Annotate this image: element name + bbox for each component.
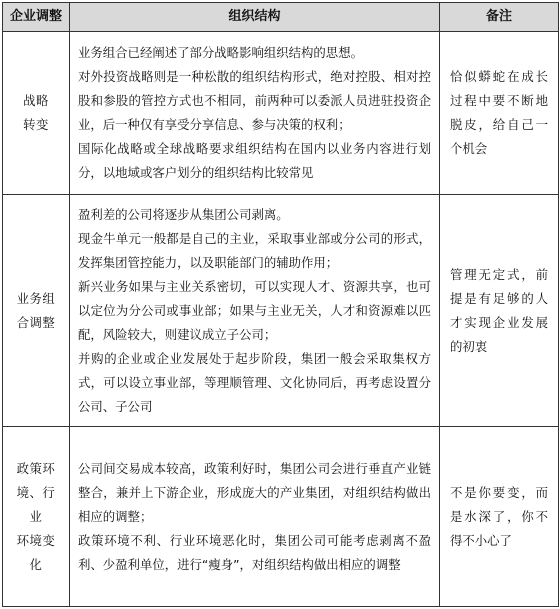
structure-cell	[70, 32, 440, 195]
note-cell: 管理无定式，前提是有足够的人才实现企业发展的初衷	[440, 195, 559, 427]
row-label-line: 转变	[23, 117, 49, 132]
note-cell: 恰似蟒蛇在成长过程中要不断地脱皮，给自己一个机会	[440, 32, 559, 195]
row-label-line: 战略	[23, 93, 49, 108]
table-row	[3, 427, 559, 607]
structure-paragraph: 业务组合已经阐述了部分战略影响组织结构的思想。	[78, 45, 363, 60]
row-label-line: 环境变化	[16, 532, 56, 572]
header-remarks: 备注	[440, 3, 559, 32]
row-label-line: 业务组	[16, 290, 56, 306]
row-label-line: 政策环	[16, 460, 56, 476]
row-label-line: 合调整	[16, 314, 56, 330]
note-cell: 不是你要变，而是水深了，你不得不小心了	[440, 427, 559, 607]
structure-paragraph: 国际化战略或全球战略要求组织结构在国内以业务内容进行划分，以地域或客户划分的组织结构比较常见	[78, 141, 431, 180]
structure-paragraph: 并购的企业或企业发展处于起步阶段，集团一般会采取集权方式，可以设立事业部，等理顺管理、文化协同后，再考虑设置分公司、子公司	[78, 350, 431, 414]
structure-paragraph: 公司间交易成本较高，政策利好时，集团公司会进行垂直产业链整合，兼并上下游企业，形成庞大的产业集团，对组织结构做出相应的调整；	[78, 460, 431, 524]
header-organization-structure: 组织结构	[70, 3, 440, 32]
row-label	[3, 32, 70, 195]
header-enterprise-adjustment: 企业调整	[3, 3, 70, 32]
structure-paragraph: 新兴业务如果与主业关系密切，可以实现人才、资源共享，也可以定位为分公司或事业部；如果与主业无关，人才和资源难以匹配，风险较大，则建议成立子公司；	[78, 278, 431, 342]
structure-paragraph: 盈利差的公司将逐步从集团公司剥离。	[78, 206, 289, 222]
row-label	[3, 195, 70, 427]
structure-paragraph: 政策环境不利、行业环境恶化时，集团公司可能考虑剥离不盈利、少盈利单位，进行“瘦身”，对组织结构做出相应的调整	[78, 532, 431, 572]
table-header-row	[3, 3, 559, 32]
table-row	[3, 32, 559, 195]
row-label-line: 境、行业	[16, 484, 56, 524]
structure-cell	[70, 427, 440, 607]
structure-paragraph: 现金牛单元一般都是自己的主业，采取事业部或分公司的形式，发挥集团管控能力，以及职能部门的辅助作用；	[78, 230, 431, 270]
table-row	[3, 195, 559, 427]
enterprise-adjustment-table	[2, 2, 559, 607]
structure-paragraph: 对外投资战略则是一种松散的组织结构形式，绝对控股、相对控股和参股的管控方式也不相同，前两种可以委派人员进驻投资企业，后一种仅有享受分享信息、参与决策的权利；	[78, 69, 431, 132]
row-label	[3, 427, 70, 607]
structure-cell	[70, 195, 440, 427]
